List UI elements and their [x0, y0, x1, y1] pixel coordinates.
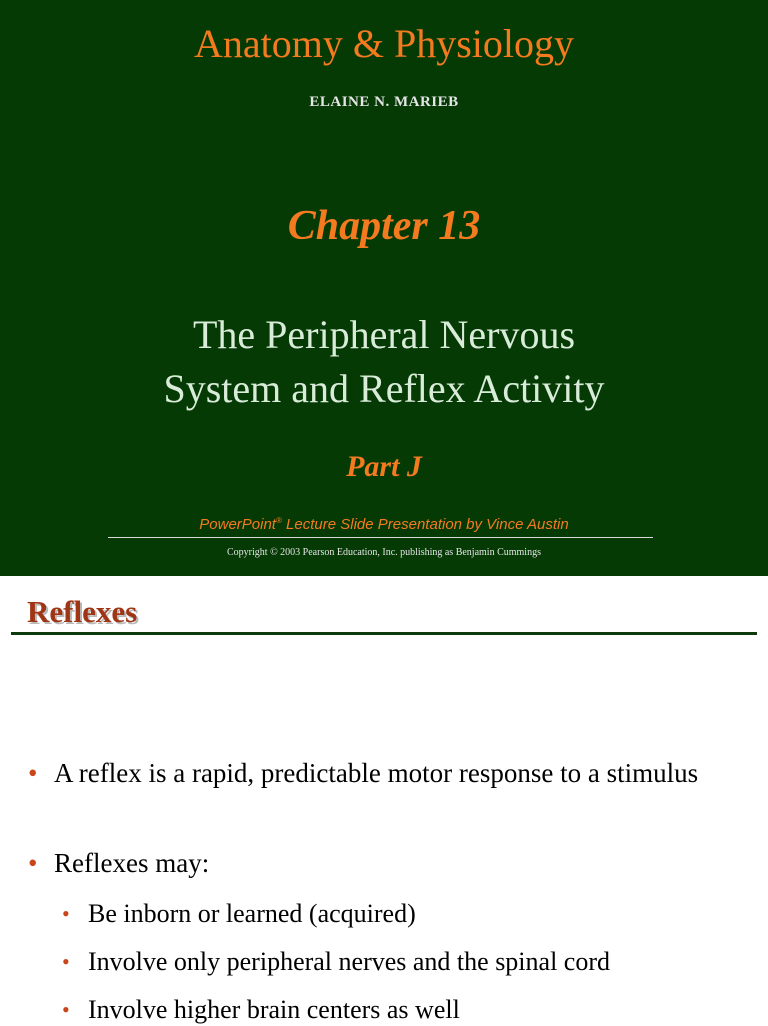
sub-bullet-text: Involve only peripheral nerves and the spinal cord	[88, 947, 610, 976]
copyright-notice: Copyright © 2003 Pearson Education, Inc. publishing as Benjamin Cummings	[227, 547, 541, 558]
book-title: Anatomy & Physiology	[193, 21, 575, 66]
bullet-text: A reflex is a rapid, predictable motor response to a stimulus	[54, 758, 699, 788]
sub-bullet-icon: •	[62, 901, 70, 926]
title-underline	[11, 632, 757, 635]
credit-suffix: Lecture Slide Presentation by Vince Austin	[281, 516, 569, 533]
registered-mark: ®	[275, 516, 282, 525]
bullet-icon: •	[28, 848, 38, 878]
author-name: ELAINE N. MARIEB	[309, 94, 459, 110]
credit-prefix: PowerPoint	[199, 516, 276, 533]
chapter-heading: Chapter 13	[287, 203, 481, 249]
sub-bullet-text: Be inborn or learned (acquired)	[88, 899, 416, 928]
sub-bullet-icon: •	[62, 949, 70, 974]
sub-bullet-item	[62, 946, 752, 978]
divider-line	[108, 537, 653, 538]
subtitle-line-1: The Peripheral Nervous	[192, 312, 576, 357]
bullet-item	[28, 756, 748, 790]
subtitle-line-2: System and Reflex Activity	[163, 366, 605, 411]
content-slide	[0, 576, 768, 1024]
sub-bullet-text: Involve higher brain centers as well	[88, 995, 460, 1024]
slide-title: Reflexes	[27, 594, 138, 629]
sub-bullet-item	[62, 994, 752, 1026]
bullet-item	[28, 846, 748, 880]
presentation-credit	[0, 511, 768, 535]
part-label: Part J	[346, 450, 422, 483]
sub-bullet-icon: •	[62, 997, 70, 1022]
sub-bullet-item	[62, 898, 752, 930]
bullet-icon: •	[28, 758, 38, 788]
bullet-text: Reflexes may:	[54, 848, 210, 878]
chapter-subtitle	[0, 308, 768, 416]
